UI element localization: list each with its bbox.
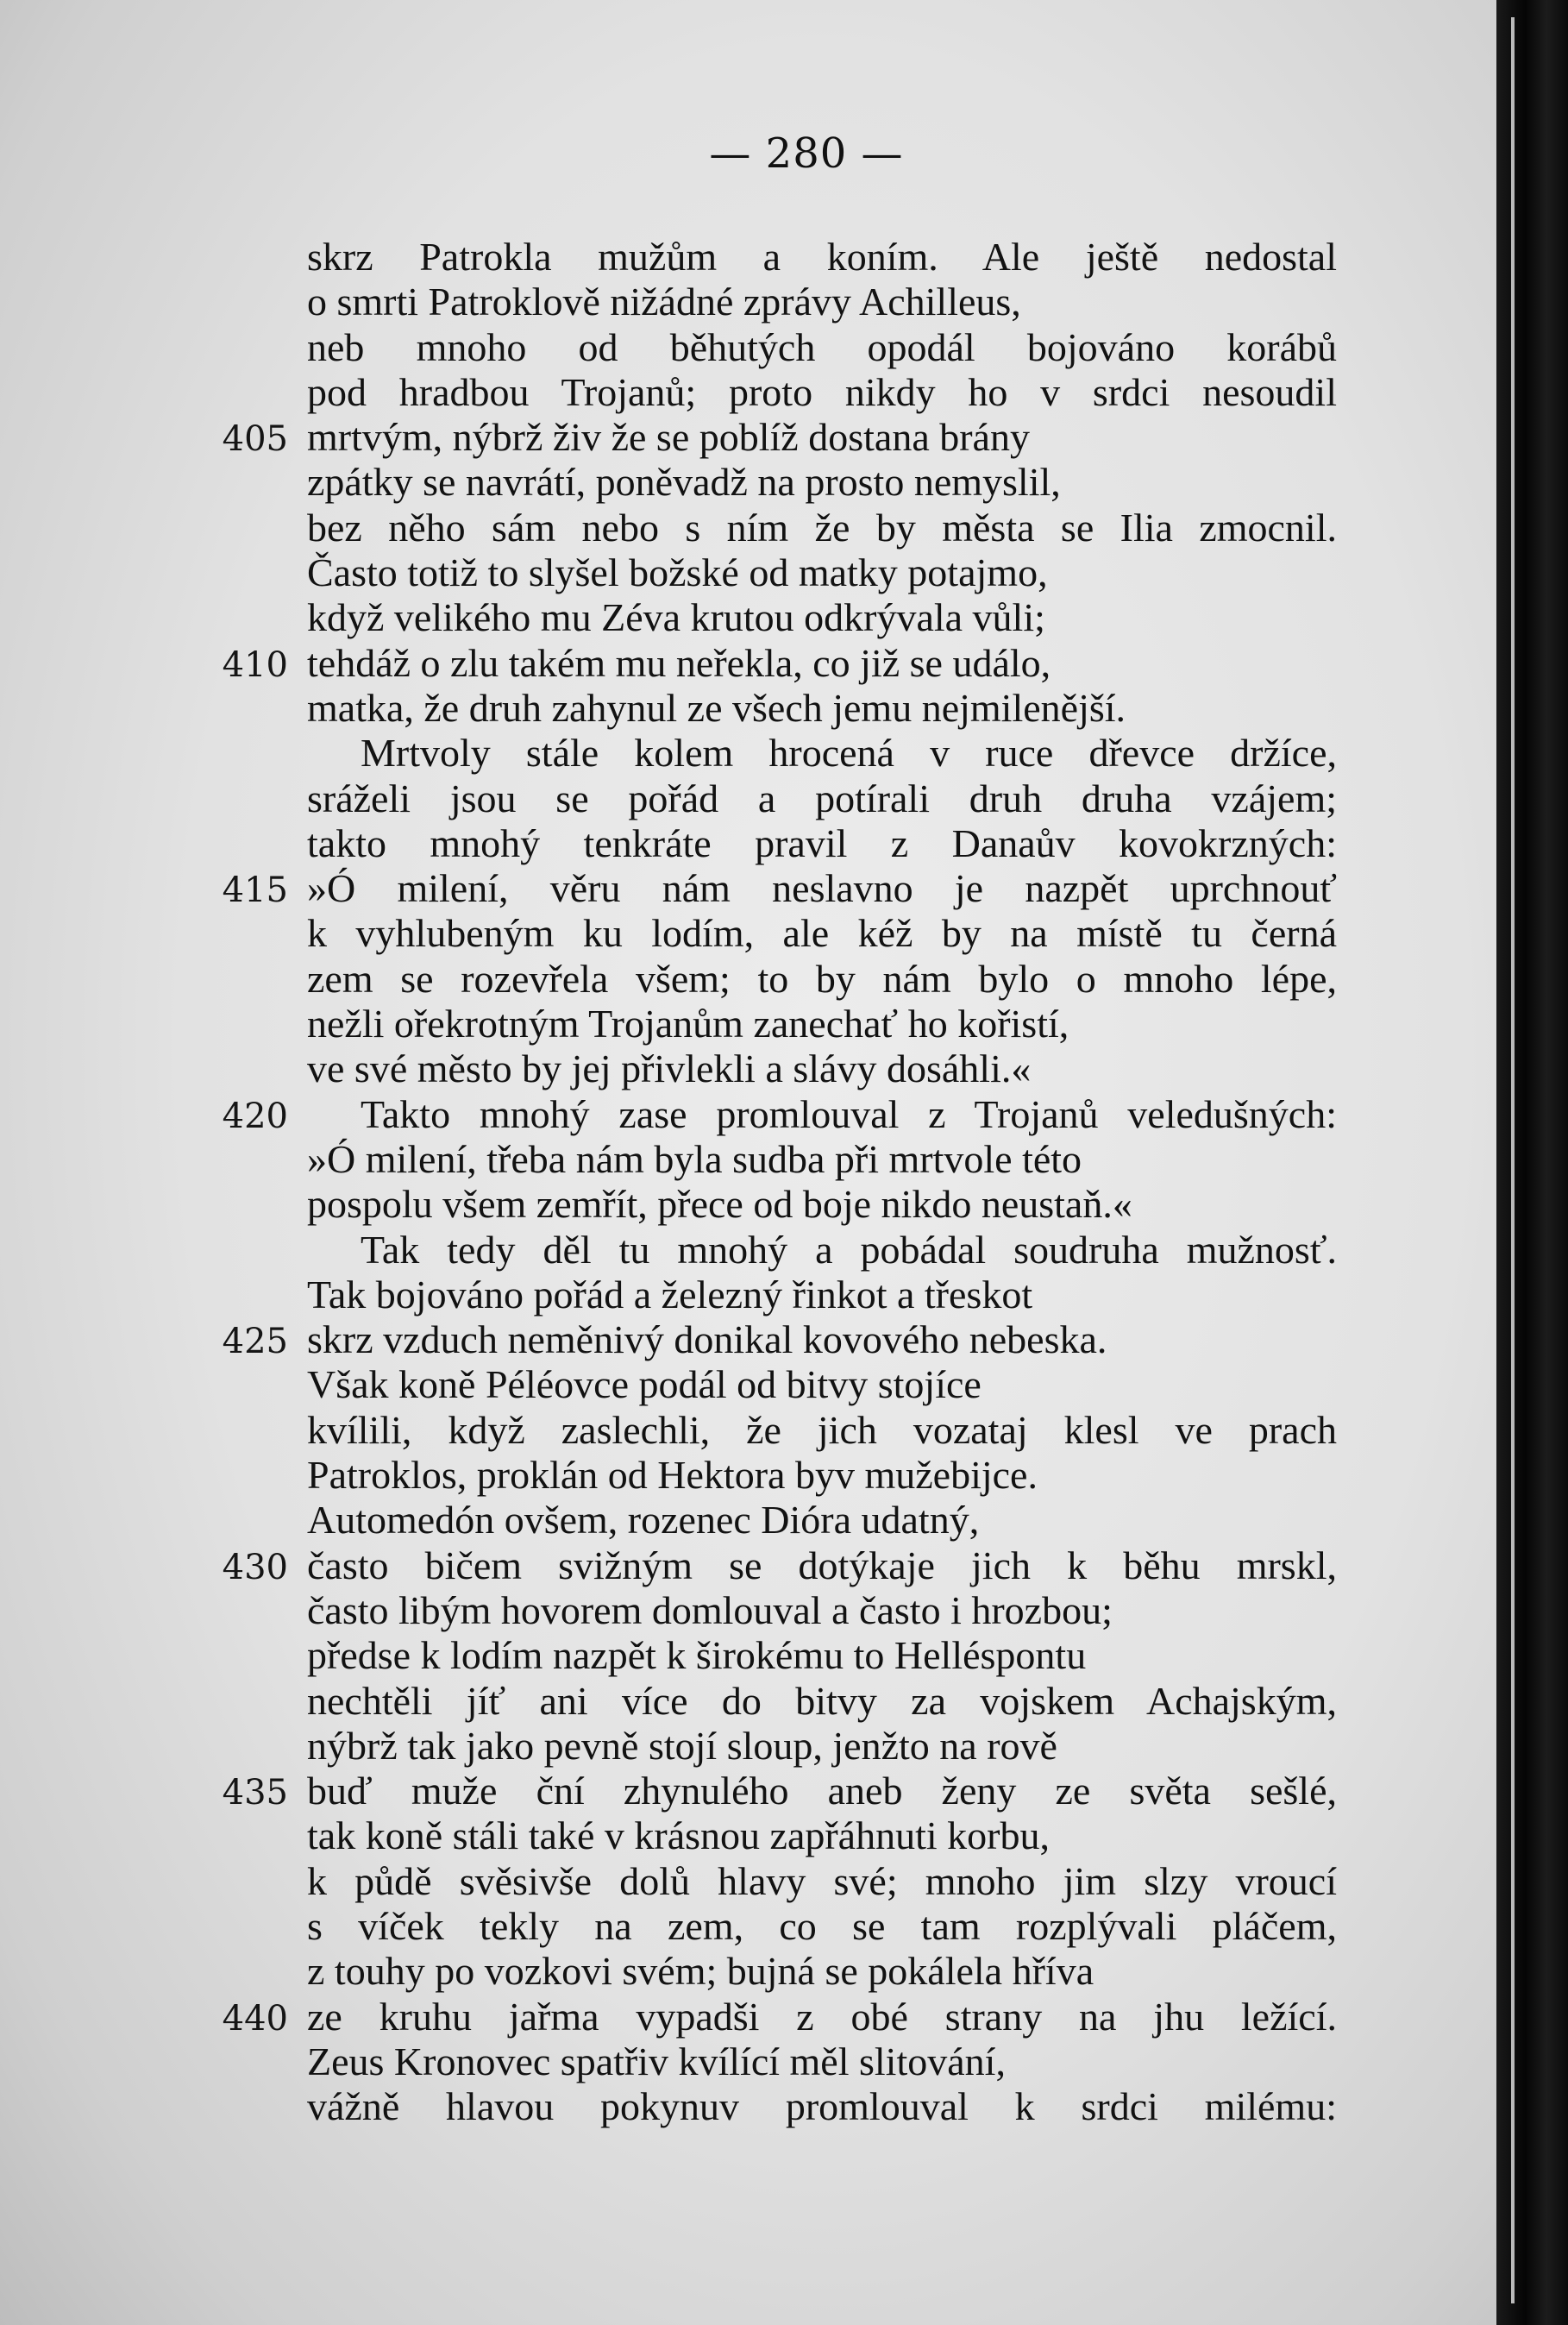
verse-line [0,460,1496,505]
verse-text: ve své město by jej přivlekli a slávy dosáhli.« [307,1046,1032,1091]
verse-text: když velikého mu Zéva krutou odkrývala vůli; [307,595,1045,640]
line-number: 415 [222,870,288,911]
verse-line [0,1228,1496,1272]
verse-text: pod hradbou Trojanů; proto nikdy ho v srdci nesoudil [307,369,1337,414]
verse-line [0,595,1496,640]
verse-line [0,506,1496,550]
verse-line [0,370,1496,415]
verse-text: nýbrž tak jako pevně stojí sloup, jenžto na rově [307,1723,1057,1768]
verse-line [0,2039,1496,2084]
verse-text: bez něho sám nebo s ním že by města se Ilia zmocnil. [307,505,1337,550]
verse-text: Však koně Péléovce podál od bitvy stojíce [307,1362,982,1407]
line-number: 420 [222,1096,288,1136]
page-number [0,129,1496,178]
verse-text: k půdě svěsivše dolů hlavy své; mnoho jim slzy vroucí [307,1858,1337,1903]
verse-text: sráželi jsou se pořád a potírali druh druha vzájem; [307,776,1337,820]
verse-line [0,1317,1496,1362]
verse-text: pospolu všem zemřít, přece od boje nikdo neustaň.« [307,1182,1132,1227]
verse-text: s víček tekly na zem, co se tam rozplývali pláčem, [307,1903,1337,1948]
book-gutter [1496,0,1568,2325]
verse-line [0,1588,1496,1633]
verse-line [0,686,1496,731]
verse-text: »Ó milení, věru nám neslavno je nazpět uprchnouť [307,866,1337,911]
verse-line [0,1724,1496,1769]
verse-line [0,1408,1496,1453]
verse-line [0,550,1496,595]
line-number: 440 [222,1998,288,2039]
verse-line [0,821,1496,866]
verse-text: matka, že druh zahynul ze všech jemu nejmilenější. [307,685,1126,730]
line-number: 435 [222,1773,288,1813]
verse-text: buď muže ční zhynulého aneb ženy ze světa sešlé, [307,1769,1337,1813]
verse-text: tak koně stáli také v krásnou zapřáhnuti korbu, [307,1813,1050,1858]
verse-line [0,280,1496,324]
verse-line [0,911,1496,956]
verse-text: vážně hlavou pokynuv promlouval k srdci milému: [307,2084,1337,2129]
verse-line [0,1498,1496,1543]
verse-text: Takto mnohý zase promlouval z Trojanů veledušných: [361,1091,1337,1136]
verse-line [0,1002,1496,1046]
verse-line [0,235,1496,280]
verse-text: takto mnohý tenkráte pravil z Danaův kovokrzných: [307,820,1337,865]
verse-text: Mrtvoly stále kolem hrocená v ruce dřevce držíce, [361,731,1337,776]
page-number-text: — 280 — [709,129,904,178]
verse-line [0,1453,1496,1498]
verse-line [0,641,1496,686]
verse-line [0,957,1496,1002]
verse-text: kvílili, když zaslechli, že jich vozataj klesl ve prach [307,1407,1337,1452]
verse-line [0,325,1496,370]
line-number: 430 [222,1547,288,1587]
verse-text: skrz vzduch neměnivý donikal kovového nebeska. [307,1317,1107,1362]
verse-line [0,1092,1496,1137]
verse-line [0,1633,1496,1678]
verse-text: Zeus Kronovec spatřiv kvílící měl slitování, [307,2039,1006,2083]
next-page-edge [1511,17,1515,2303]
verse-line [0,1182,1496,1227]
line-number: 405 [222,419,288,460]
verse-text: z touhy po vozkovi svém; bujná se pokálela hříva [307,1949,1094,1994]
verse-line [0,1137,1496,1182]
verse-line [0,1272,1496,1317]
verse-text: předse k lodím nazpět k širokému to Helléspontu [307,1633,1087,1678]
verse-text: Automedón ovšem, rozenec Dióra udatný, [307,1498,980,1543]
verse-text: tehdáž o zlu takém mu neřekla, co již se událo, [307,640,1051,685]
verse-line [0,776,1496,821]
verse-line [0,731,1496,776]
verse-line [0,1046,1496,1091]
verse-text: skrz Patrokla mužům a koním. Ale ještě nedostal [307,235,1337,279]
line-number: 425 [222,1322,288,1362]
verse-line [0,1949,1496,1994]
verse-line [0,1362,1496,1407]
verse-line [0,866,1496,911]
verse-line [0,1995,1496,2039]
verse-text: často libým hovorem domlouval a často i hrozbou; [307,1587,1113,1632]
verse-text: zem se rozevřela všem; to by nám bylo o mnoho lépe, [307,956,1337,1001]
verse-text: »Ó milení, třeba nám byla sudba při mrtvole této [307,1136,1082,1181]
line-number: 410 [222,644,288,685]
verse-line [0,1813,1496,1858]
verse-text: Patroklos, proklán od Hektora byv mužebijce. [307,1453,1038,1498]
verse-text: nežli ořekrotným Trojanům zanechať ho kořistí, [307,1002,1069,1046]
poem-text [0,235,1496,2129]
verse-text: ze kruhu jařma vypadši z obé strany na jhu ležící. [307,1994,1337,2039]
verse-text: zpátky se navrátí, poněvadž na prosto nemyslil, [307,460,1061,505]
verse-line [0,415,1496,460]
verse-text: k vyhlubeným ku lodím, ale kéž by na místě tu černá [307,911,1337,956]
verse-line [0,1769,1496,1813]
verse-line [0,1859,1496,1904]
verse-line [0,1679,1496,1724]
verse-text: často bičem svižným se dotýkaje jich k běhu mrskl, [307,1543,1337,1587]
verse-line [0,1904,1496,1949]
verse-text: mrtvým, nýbrž živ že se poblíž dostana brány [307,415,1030,460]
verse-text: neb mnoho od běhutých opodál bojováno korábů [307,324,1337,369]
verse-text: nechtěli jíť ani více do bitvy za vojskem Achajským, [307,1678,1337,1723]
verse-line [0,1543,1496,1588]
verse-text: o smrti Patroklově nižádné zprávy Achilleus, [307,280,1021,324]
verse-text: Tak bojováno pořád a železný řinkot a třeskot [307,1272,1033,1316]
verse-text: Často totiž to slyšel božské od matky potajmo, [307,550,1048,595]
verse-text: Tak tedy děl tu mnohý a pobádal soudruha mužnosť. [361,1227,1337,1272]
verse-line [0,2084,1496,2129]
